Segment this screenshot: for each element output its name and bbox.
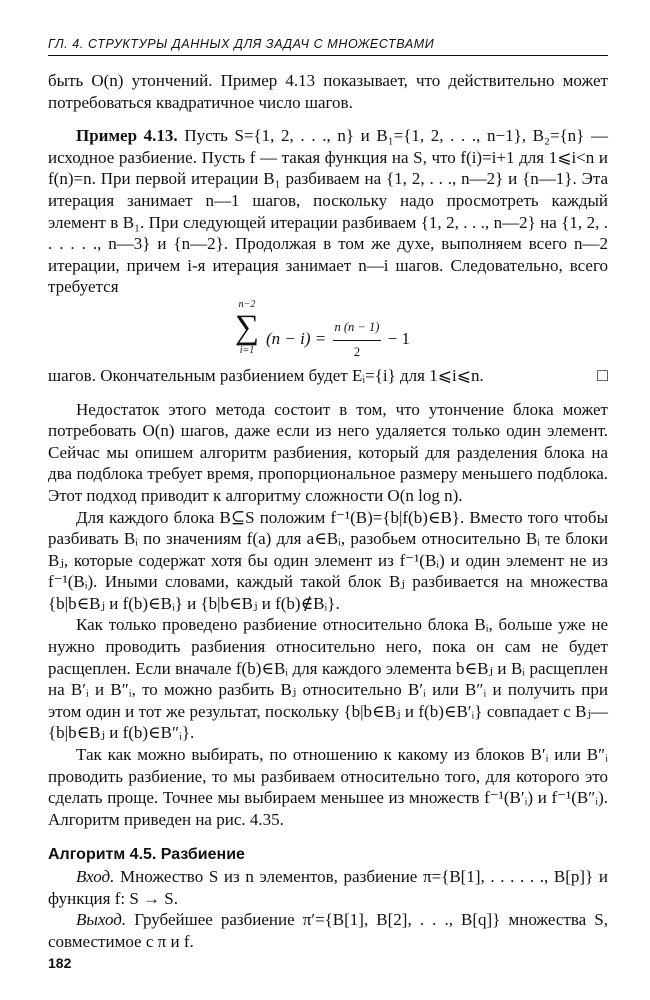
output-text: Грубейшее разбиение π′={B[1], B[2], . . ., B[q]} множества S, совместимое с π и f.: [48, 910, 608, 951]
paragraph-inverse-image: Для каждого блока B⊆S положим f⁻¹(B)={b|f(b)∈B}. Вместо того чтобы разбивать Bᵢ по значениям f(a) для a∈Bᵢ, разобьем относительно Bᵢ те блоки Bⱼ, которые содержат хотя бы один элемент из f⁻¹(Bᵢ) и один элемент не из f⁻¹(Bᵢ). Иными словами, каждый такой блок Bⱼ разбивается на множества {b|b∈Bⱼ и f(b)∈Bᵢ} и {b|b∈Bⱼ и f(b)∉Bᵢ}.: [48, 507, 608, 613]
input-label: Вход.: [76, 867, 115, 886]
page-body: [48, 70, 608, 952]
fraction-numerator: n (n − 1): [333, 317, 382, 341]
example-end-text: шагов. Окончательным разбиением будет Eᵢ={i} для 1⩽i⩽n.: [48, 365, 484, 385]
example-4-13: [48, 125, 608, 298]
fraction-denominator: 2: [353, 344, 361, 359]
paragraph-split-block: Как только проведено разбиение относительно блока Bᵢ, больше уже не нужно проводить разбиения относительно него, пока он сам не будет расщеплен. Если вначале f(b)∈Bᵢ для каждого элемента b∈Bⱼ и Bᵢ расщеплен на B′ᵢ и B″ᵢ, то можно разбить Bⱼ относительно B′ᵢ или B″ᵢ и получить при этом один и тот же результат, поскольку {b|b∈Bⱼ и f(b)∈B′ᵢ} совпадает с Bⱼ—{b|b∈Bⱼ и f(b)∈B″ᵢ}.: [48, 615, 608, 743]
page-number: 182: [48, 955, 72, 971]
fraction: [333, 317, 382, 363]
example-conclusion: [48, 365, 608, 387]
sum-formula: [48, 299, 608, 363]
paragraph-drawback: Недостаток этого метода состоит в том, что утончение блока может потребовать O(n) шагов, даже если из него удаляется только один элемент. Сейчас мы опишем алгоритм разбиения, который для разделения блока на два подблока требует время, пропорциональное размеру меньшего подблока. Этот подход приводит к алгоритму сложности O(n log n).: [48, 399, 608, 505]
sigma-symbol: ∑: [234, 308, 260, 346]
example-label: Пример 4.13.: [76, 126, 178, 146]
qed-square-icon: □: [597, 364, 608, 385]
sigma-block: [234, 299, 260, 357]
algorithm-output: [48, 909, 608, 952]
formula-expression: [266, 317, 410, 363]
paragraph-choose-smaller: Так как можно выбирать, по отношению к какому из блоков B′ᵢ или B″ᵢ проводить разбиение, то мы разбиваем относительно того, для которого это сделать проще. Точнее мы выбираем меньшее из множеств f⁻¹(B′ᵢ) и f⁻¹(B″ᵢ). Алгоритм приведен на рис. 4.35.: [48, 745, 608, 829]
input-text: Множество S из n элементов, разбиение π={B[1], . . . . . ., B[p]} и функция f: S → S.: [48, 867, 608, 908]
output-label: Выход.: [76, 910, 127, 930]
sum-upper-limit: n−2: [238, 298, 256, 310]
paragraph-continuation: быть O(n) утончений. Пример 4.13 показывает, что действительно может потребоваться квадратичное число шагов.: [48, 71, 608, 112]
algorithm-title: Алгоритм 4.5. Разбиение: [48, 846, 245, 864]
running-header: ГЛ. 4. СТРУКТУРЫ ДАННЫХ ДЛЯ ЗАДАЧ С МНОЖЕСТВАМИ: [48, 37, 608, 56]
sum-body: (n − i) =: [266, 328, 327, 348]
sum-lower-limit: i=1: [239, 344, 255, 356]
algorithm-input: [48, 866, 608, 909]
formula-tail: − 1: [387, 328, 410, 348]
example-text: Пусть S={1, 2, . . ., n} и B₁={1, 2, . . ., n−1}, B₂={n} — исходное разбиение. Пусть f — такая функция на S, что f(i)=i+1 для 1⩽i<n и f(n)=n. При первой итерации B₁ разбиваем на {1, 2, . . ., n—2} и {n—1}. Эта итерация занимает n—1 шагов, поскольку надо просмотреть каждый элемент в B₁. При следующей итерации разбиваем {1, 2, . . ., n—2} на {1, 2, . . . . . ., n—3} и {n—2}. Продолжая в том же духе, выполняем всего n—2 итерации, причем i-я итерация занимает n—i шагов. Следовательно, всего требуется: [48, 126, 608, 297]
